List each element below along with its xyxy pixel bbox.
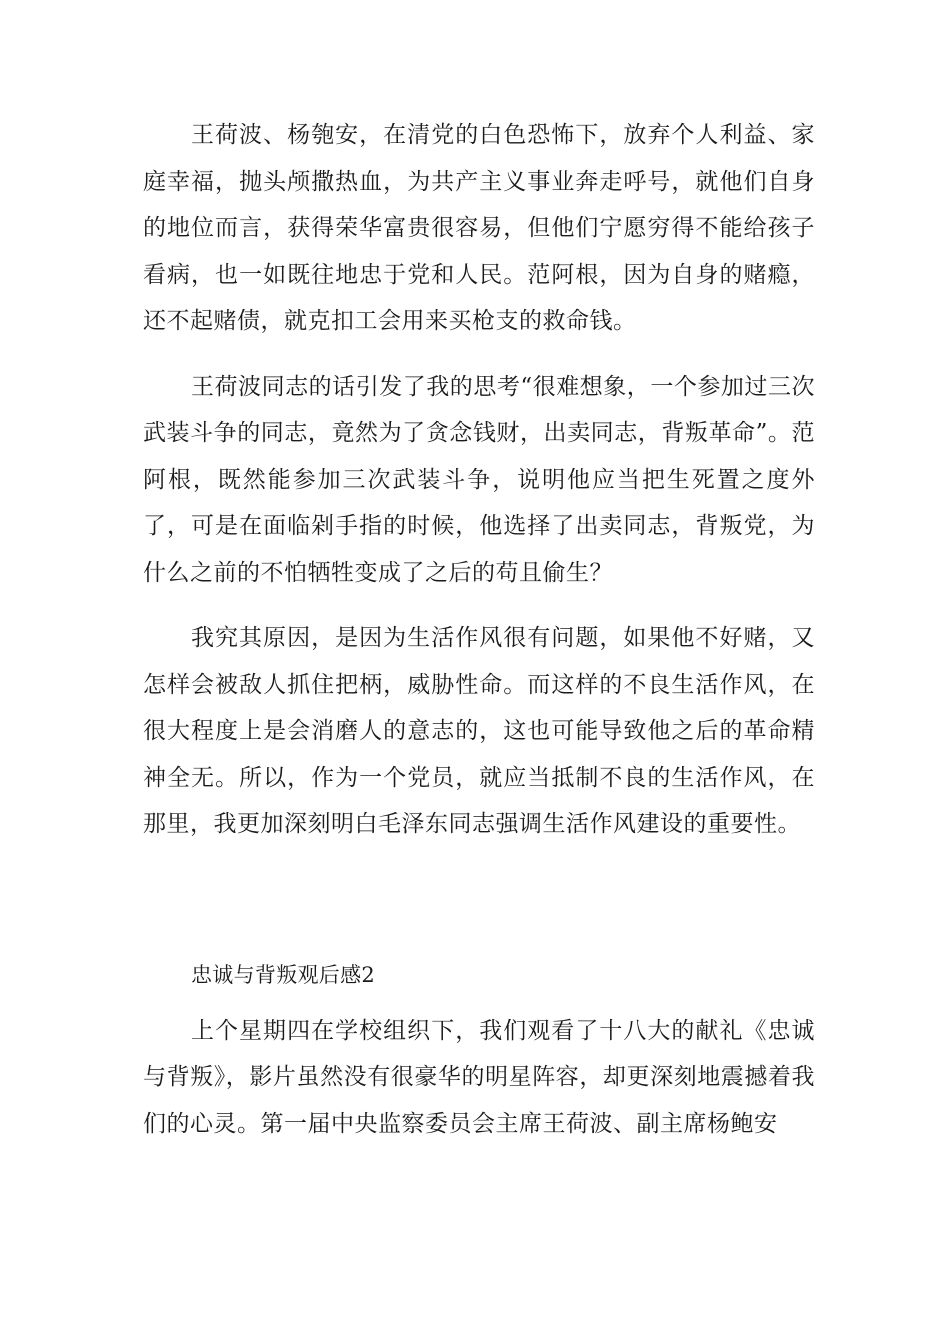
section-paragraph: 上个星期四在学校组织下，我们观看了十八大的献礼《忠诚与背叛》，影片虽然没有很豪华的明星阵容，却更深刻地震撼着我们的心灵。第一届中央监察委员会主席王荷波、副主席杨鲍安 xyxy=(143,1017,815,1137)
paragraph-2: 王荷波同志的话引发了我的思考“很难想象，一个参加过三次武装斗争的同志，竟然为了贪念钱财，出卖同志，背叛革命”。范阿根，既然能参加三次武装斗争，说明他应当把生死置之度外了，可是在面临剁手指的时候，他选择了出卖同志，背叛党，为什么之前的不怕牺牲变成了之后的苟且偷生？ xyxy=(143,373,815,586)
paragraph-3: 我究其原因，是因为生活作风很有问题，如果他不好赌，又怎样会被敌人抓住把柄，威胁性命。而这样的不良生活作风，在很大程度上是会消磨人的意志的，这也可能导致他之后的革命精神全无。所以，作为一个党员，就应当抵制不良的生活作风，在那里，我更加深刻明白毛泽东同志强调生活作风建设的重要性。 xyxy=(143,625,815,837)
paragraph-1: 王荷波、杨匏安，在清党的白色恐怖下，放弃个人利益、家庭幸福，抛头颅撒热血，为共产主义事业奔走呼号，就他们自身的地位而言，获得荣华富贵很容易，但他们宁愿穷得不能给孩子看病，也一如既往地忠于党和人民。范阿根，因为自身的赌瘾，还不起赌债，就克扣工会用来买枪支的救命钱。 xyxy=(143,122,815,334)
section-title: 忠诚与背叛观后感2 xyxy=(191,962,376,987)
document-page xyxy=(143,112,815,1147)
